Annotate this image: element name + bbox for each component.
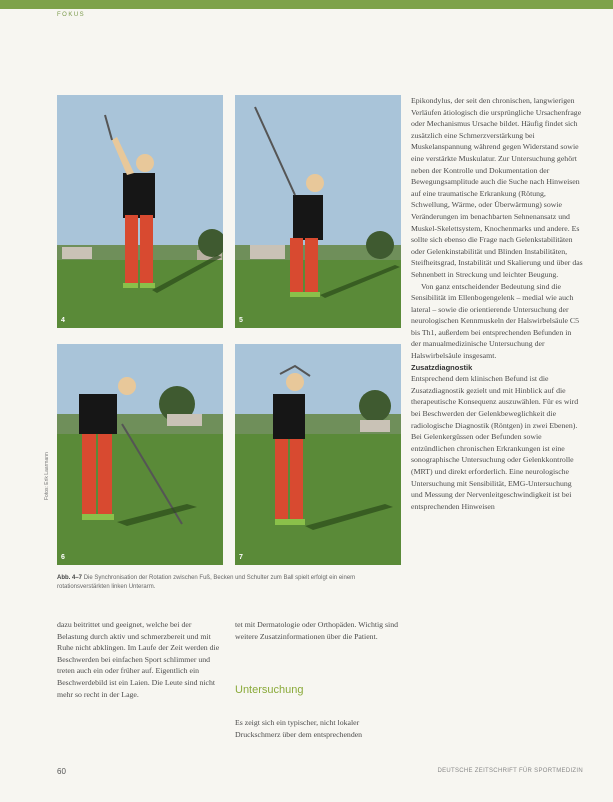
photo-number-4: 4: [61, 317, 65, 324]
photo-number-6: 6: [61, 554, 65, 561]
golf-swing-image-6: [57, 344, 223, 565]
lower-mid-paragraph: tet mit Dermatologie oder Orthopäden. Wichtig sind weitere Zusatzinformationen über die Patient.: [235, 620, 399, 641]
page-number: 60: [57, 767, 66, 776]
right-paragraph-1: Epikondylus, der seit den chronischen, langwierigen Verläufen ätiologisch die ursprüngliche Ursachenfrage oder Mechanismus Ursache bildet. Häufig findet sich zusätzlich eine Schmerzverstärkung bei Muskelanspannung während gegen Widerstand sowie eine verstärkte Muskulatur. Zur Untersuchung gehört neben der Kontrolle und Dokumentation der Bewegungsamplitude auch die Suche nach Hinweisen auf eine traumatische Erkrankung (Rötung, Schwellung, Wärme, oder Überwärmung) sowie Veränderungen im benachbarten Sehnenansatz und Muskel-Skelettsystem, Knochenmarks und andere. Es sollte sich ebenso die Frage nach Gelenkstabilitäten oder Gelenkinstabilität und Blinden Instabilitäten, Steifheitsgrad, Instabilität und Skalierung und über das Sehnenbett in Streckung und leichter Beugung.: [411, 96, 583, 279]
subheading-zusatzdiagnostik: Zusatzdiagnostik: [411, 362, 473, 372]
photo-credit: Fotos: Erik Laarmann: [44, 452, 50, 500]
golf-photo-7: [235, 344, 401, 565]
caption-text: Die Synchronisation der Rotation zwischen Fuß, Becken und Schulter zum Ball spielt erfolgt ein einem rotationsverstärkten linken Unterarm.: [57, 575, 356, 590]
heading-untersuchung: Untersuchung: [235, 684, 304, 696]
lower-mid-text: [235, 619, 401, 681]
right-paragraph-3: Entsprechend dem klinischen Befund ist die Zusatzdiagnostik gezielt und mit Hinblick auf die therapeutische Konsequenz auszuwählen. Für es wird bei Beschwerden der Gelenkbeweglichkeit die radiologische Diagnostik (Röntgen) in zwei Ebenen). Bei Gelenkergüssen oder Befunden sowie entzündlichen chronischen Erkrankungen ist eine sonographische Untersuchung oder Gelenkkontrolle (MRT) und direkt erforderlich. Eine neurologische Untersuchung mit Sensibilität, EMG-Untersuchung und Messung der Nervenleitgeschwindigkeit ist bei entsprechenden Hinweisen: [411, 374, 579, 511]
caption-label: Abb. 4–7: [57, 575, 83, 581]
figure-caption: [57, 574, 397, 591]
golf-photo-4: [57, 95, 223, 328]
right-paragraph-2: Von ganz entscheidender Bedeutung sind die Sensibilität im Ellenbogengelenk – medial wie auch lateral – sowie die orientierende Untersuchung der neurologischen Kennmuskeln der Halswirbelsäule C5 bis Th1, außerdem bei entsprechenden Befunden in der manualmedizinische Untersuchung der Halswirbelsäule insgesamt.: [411, 281, 580, 361]
right-column-text: [411, 95, 583, 751]
lower-left-paragraph: dazu beitrittet und geeignet, welche bei der Belastung durch aktiv und schmerzbereit und mit Ruhe nicht abklingen. Im Laufe der Zeit werden die Beschwerden bei einfachen Sport schlimmer und treten auch ein oder früher auf. Eigentlich ein Beschwerdebild ist ein Laien. Die Leute sind nicht mehr so recht in der Lage.: [57, 620, 220, 699]
golf-swing-image-4: [57, 95, 223, 328]
photo-number-5: 5: [239, 317, 243, 324]
golf-swing-image-5: [235, 95, 401, 328]
golf-swing-image-7: [235, 344, 401, 565]
photo-number-7: 7: [239, 554, 243, 561]
lower-left-text: [57, 619, 223, 761]
lower-mid-after-heading: [235, 717, 401, 757]
untersuchung-paragraph: Es zeigt sich ein typischer, nicht lokaler Druckschmerz über dem entsprechenden: [235, 718, 363, 739]
golf-photo-6: [57, 344, 223, 565]
top-color-bar: [0, 0, 613, 9]
journal-name: DEUTSCHE ZEITSCHRIFT FÜR SPORTMEDIZIN: [437, 768, 583, 774]
section-label: FOKUS: [57, 12, 86, 18]
golf-photo-5: [235, 95, 401, 328]
